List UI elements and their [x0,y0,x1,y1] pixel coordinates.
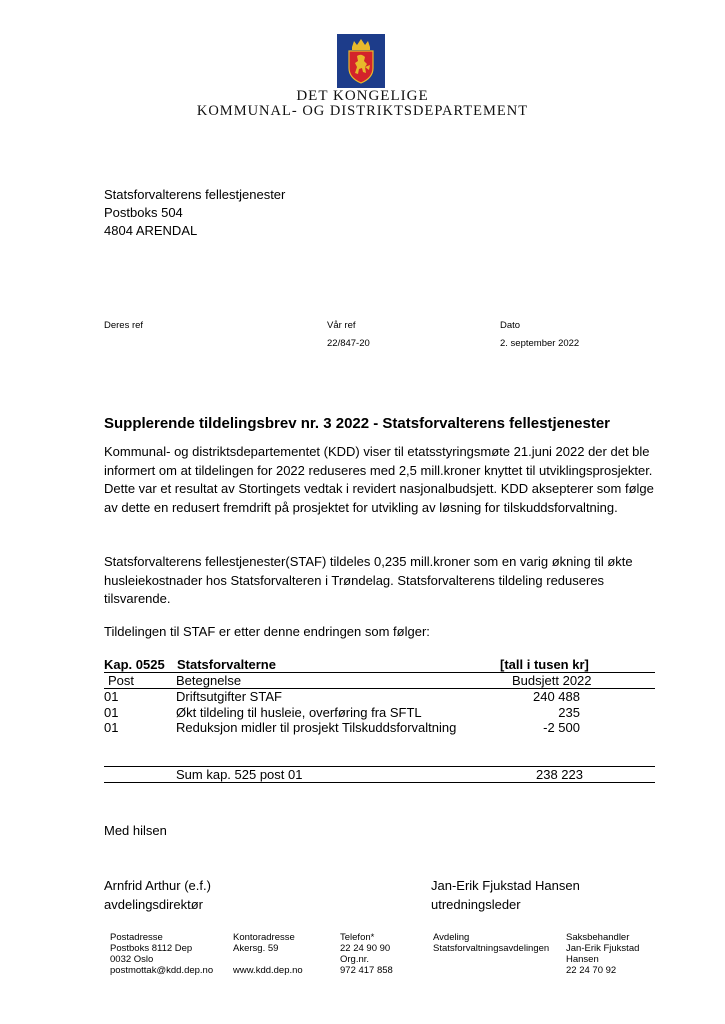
paragraph-3: Tildelingen til STAF er etter denne endringen som følger: [104,624,430,639]
sum-value: 238 223 [536,767,583,782]
ministry-name-line1: DET KONGELIGE [296,88,429,104]
footer-orgnr-label: Org.nr. [340,954,370,965]
signer-1 [104,876,211,914]
paragraph-2: Statsforvalterens fellestjenester(STAF) tildeles 0,235 mill.kroner som en varig økning til økte husleiekostnader hos Statsforvalteren i Trøndelag. Statsforvalterens tildeling reduseres tilsvarende. [104,554,633,606]
footer-postadresse-line2: 0032 Oslo [110,954,154,965]
row-2-description: Økt tildeling til husleie, overføring fra SFTL [176,705,422,720]
footer-website: www.kdd.dep.no [233,965,303,976]
coat-of-arms-logo [337,34,385,88]
recipient-address [104,186,285,240]
table-kap-name: Statsforvalterne [177,657,276,672]
row-3-amount: -2 500 [543,720,580,735]
footer-avdeling [433,932,549,954]
footer-avdeling-label: Avdeling [433,932,470,943]
footer-saks-name1: Jan-Erik Fjukstad [566,943,640,954]
footer-telefon [340,932,393,976]
dato-label: Dato [500,320,521,331]
signer-2 [431,876,580,914]
footer-saksbehandler [566,932,639,976]
ministry-name-line2: KOMMUNAL- OG DISTRIKTSDEPARTEMENT [196,103,529,119]
footer-telefon-value: 22 24 90 90 [340,943,391,954]
footer-kontor-label: Kontoradresse [233,932,295,943]
footer-orgnr-value: 972 417 858 [340,965,393,976]
recipient-box: Postboks 504 [104,205,183,220]
col-header-description: Betegnelse [176,673,242,688]
footer-postadresse [110,932,213,976]
var-ref-value: 22/847-20 [327,338,370,349]
signer-2-title: utredningsleder [431,897,521,912]
row-1-post: 01 [104,689,119,704]
col-header-post: Post [108,673,135,688]
row-1-description: Driftsutgifter STAF [176,689,282,704]
signer-1-name: Arnfrid Arthur (e.f.) [104,878,211,893]
var-ref-label: Vår ref [327,320,356,331]
signer-1-title: avdelingsdirektør [104,897,203,912]
signer-2-name: Jan-Erik Fjukstad Hansen [431,878,580,893]
dato-value: 2. september 2022 [500,338,580,349]
paragraph-1: Kommunal- og distriktsdepartementet (KDD) viser til etatsstyringsmøte 21.juni 2022 der det ble informert om at tildelingen for 2022 reduseres med 2,5 mill.kroner knyttet til utviklingsprosjekter. Dette var et resultat av Stortingets vedtak i revidert nasjonalbudsjett. KDD aksepterer som følge av dette en redusert fremdrift på prosjektet for utvikling av løsning for tilskuddsforvaltning. [104,444,654,515]
footer-email: postmottak@kdd.dep.no [110,965,214,976]
greeting: Med hilsen [104,823,167,838]
row-1-amount: 240 488 [533,689,580,704]
footer-postadresse-line1: Postboks 8112 Dep [110,943,193,954]
sum-label: Sum kap. 525 post 01 [176,767,303,782]
row-2-amount: 235 [558,705,580,720]
row-2-post: 01 [104,705,119,720]
table-unit: [tall i tusen kr] [500,657,589,672]
footer-avdeling-value: Statsforvaltningsavdelingen [433,943,550,954]
footer-postadresse-label: Postadresse [110,932,163,943]
footer-saks-label: Saksbehandler [566,932,630,943]
recipient-city: 4804 ARENDAL [104,223,198,238]
col-header-budget: Budsjett 2022 [512,673,592,688]
table-rule [104,782,655,783]
letter-title: Supplerende tildelingsbrev nr. 3 2022 - Statsforvalterens fellestjenester [104,415,611,432]
footer-telefon-label: Telefon* [340,932,375,943]
table-kap: Kap. 0525 [104,657,165,672]
row-3-post: 01 [104,720,119,735]
row-3-description: Reduksjon midler til prosjekt Tilskuddsforvaltning [176,720,457,735]
footer-saks-name2: Hansen [566,954,599,965]
recipient-name: Statsforvalterens fellestjenester [104,187,286,202]
footer-kontor-line1: Akersg. 59 [233,943,279,954]
footer-kontoradresse [233,932,303,976]
footer-saks-phone: 22 24 70 92 [566,965,617,976]
deres-ref-label: Deres ref [104,320,144,331]
